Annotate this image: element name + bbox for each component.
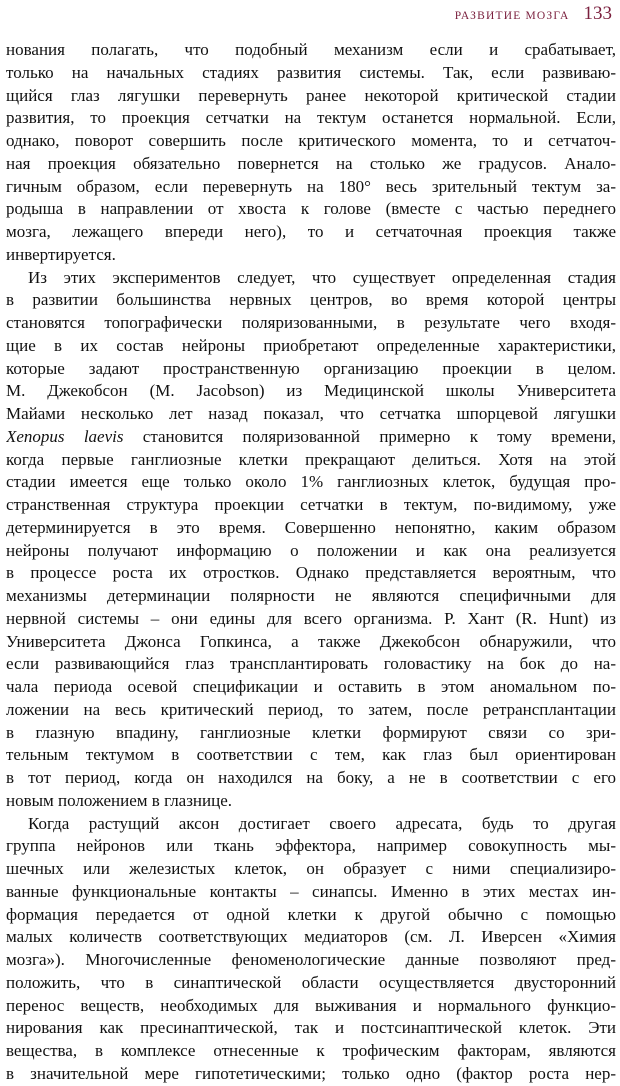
text-line: группа нейронов или ткань эффектора, например совокупность мы-: [6, 836, 616, 856]
text-line: ванные функциональные контакты – синапсы. Именно в этих местах ин-: [6, 881, 616, 901]
text-line: формация передается от одной клетки к другой обычно с помощью: [6, 904, 616, 924]
text-line: ложении на весь критический период, то затем, после ретрансплантации: [6, 699, 616, 719]
paragraph: [6, 813, 616, 1086]
text-line: щийся глаз лягушки перевернуть ранее некоторой критической стадии: [6, 85, 616, 105]
text-line: в тот период, когда он находился на боку, а не в соответствии с его: [6, 768, 616, 787]
paragraph: [6, 267, 616, 813]
text-line: в значительной мере гипотетическими; только одно (фактор роста нер-: [6, 1063, 616, 1083]
text-line: развития, то проекция сетчатки на тектум останется нормальной. Если,: [6, 108, 616, 128]
text-line: в развитии большинства нервных центров, во время которой центры: [6, 290, 616, 310]
text-line: стадии имеется еще только около 1% ганглиозных клеток, будущая про-: [6, 472, 616, 492]
text-line: гичным образом, если перевернуть на 180° весь зрительный тектум за-: [6, 176, 616, 196]
text-line: только на начальных стадиях развития системы. Так, если развиваю-: [6, 62, 616, 82]
text-line: новым положением в глазнице.: [6, 790, 233, 810]
running-title: РАЗВИТИЕ МОЗГА: [454, 10, 570, 22]
text-line: в процессе роста их отростков. Однако представляется вероятным, что: [6, 563, 616, 583]
text-line: в глазную впадину, ганглиозные клетки формируют связи со зри-: [6, 722, 616, 742]
text-line: становятся топографически поляризованными, в результате чего входя-: [6, 313, 616, 332]
text-line: перенос веществ, необходимых для выживания и нормального функцио-: [6, 995, 616, 1015]
text-line: мозга, лежащего впереди него), то и сетчаточная проекция также: [6, 222, 616, 241]
text-line: родыша в направлении от хвоста к голове (вместе с частью переднего: [6, 199, 616, 219]
text-line: нервной системы – они едины для всего организма. Р. Хант (R. Hunt) из: [6, 608, 616, 628]
text-line: Xenopus laevis становится поляризованной примерно к тому времени,: [6, 426, 616, 446]
text-line: если развивающийся глаз трансплантировать головастику на бок до на-: [6, 654, 616, 674]
text-line: щие в их состав нейроны приобретают определенные характеристики,: [6, 335, 616, 355]
text-line: шечных или железистых клеток, он образует с ними специализиро-: [6, 859, 616, 878]
text-line: механизмы детерминации полярности не являются специфичными для: [6, 586, 616, 605]
text-line: малых количеств соответствующих медиаторов (см. Л. Иверсен «Химия: [6, 927, 616, 947]
text-line: нирования как пресинаптической, так и постсинаптической клеток. Эти: [6, 1018, 616, 1038]
page-number: 133: [583, 3, 612, 24]
text-line: Когда растущий аксон достигает своего адресата, будь то другая: [28, 813, 616, 833]
text-line: вещества, в комплексе отнесенные к трофическим факторам, являются: [6, 1041, 616, 1060]
text-line: нейроны получают информацию о положении и как она реализуется: [6, 540, 616, 560]
text-line: Майами несколько лет назад показал, что сетчатка шпорцевой лягушки: [6, 404, 616, 423]
body-text: [6, 39, 616, 1086]
text-line: нования полагать, что подобный механизм если и срабатывает,: [6, 40, 616, 59]
text-line: Университета Джонса Гопкинса, а также Джекобсон обнаружили, что: [6, 631, 616, 651]
text-line: инвертируется.: [6, 244, 116, 264]
text-line: тельным тектумом в соответствии с тем, как глаз был ориентирован: [6, 745, 616, 765]
text-line: Из этих экспериментов следует, что существует определенная стадия: [28, 267, 616, 287]
text-line: чала периода осевой спецификации и оставить в этом аномальном по-: [6, 677, 616, 696]
running-head: [455, 3, 612, 25]
text-line: положить, что в синаптической области осуществляется двусторонний: [6, 972, 616, 992]
text-line: которые задают пространственную организацию проекции в целом.: [6, 358, 616, 378]
text-line: мозга»). Многочисленные феноменологические данные позволяют пред-: [6, 950, 616, 969]
text-line: М. Джекобсон (M. Jacobson) из Медицинской школы Университета: [6, 381, 616, 401]
text-line: детерминируется в это время. Совершенно непонятно, каким образом: [6, 517, 616, 537]
text-line: когда первые ганглиозные клетки прекращают делиться. Хотя на этой: [6, 449, 616, 469]
text-line: однако, поворот совершить после критического момента, то и сетчаточ-: [6, 131, 616, 150]
paragraph: [6, 39, 616, 267]
text-line: ная проекция обязательно повернется на столько же градусов. Анало-: [6, 153, 616, 173]
text-line: странственная структура проекции сетчатки в тектум, по-видимому, уже: [6, 495, 616, 514]
